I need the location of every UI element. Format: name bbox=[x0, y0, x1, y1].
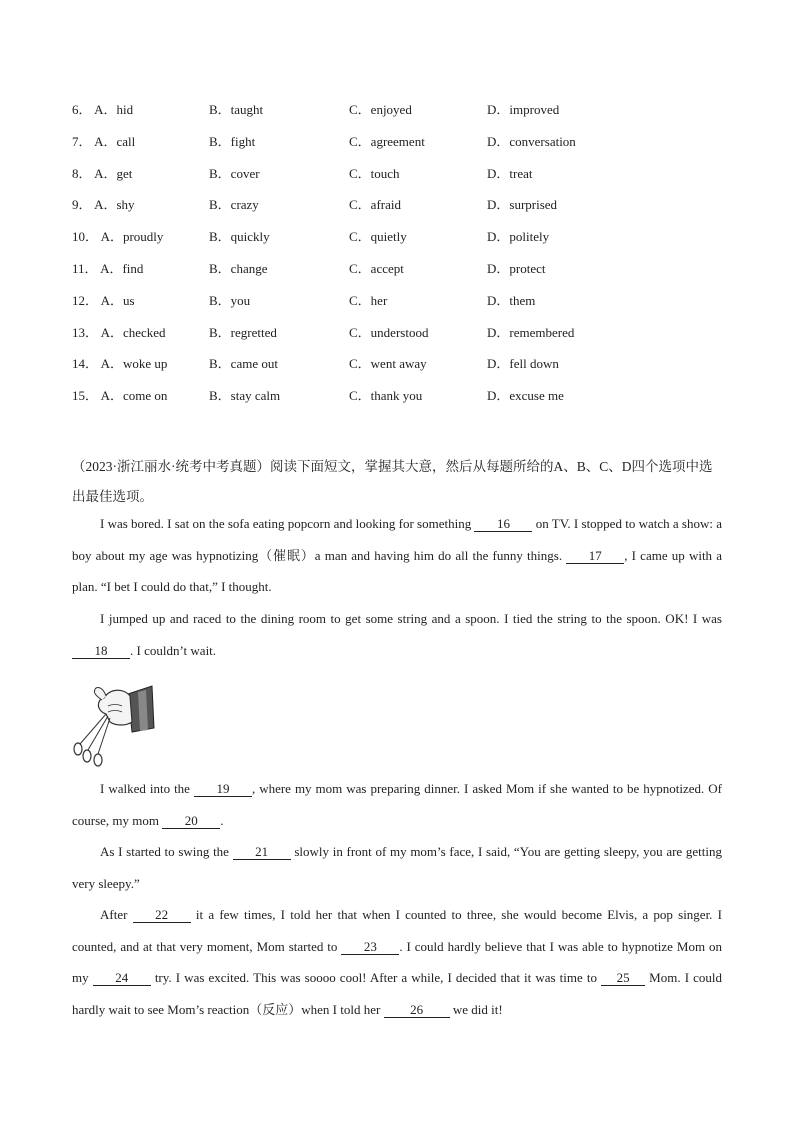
blank-19: 19 bbox=[194, 782, 252, 797]
option-d: D．improved bbox=[487, 102, 560, 117]
passage-paragraph-2: I jumped up and raced to the dining room to get some string and a spoon. I tied the string to the spoon. OK! I was 18 . I couldn’t wait. bbox=[72, 603, 722, 666]
answer-options bbox=[72, 101, 712, 419]
option-d: D．surprised bbox=[487, 197, 558, 213]
option-b: B．stay calm bbox=[209, 388, 281, 404]
option-d: D．remembered bbox=[487, 324, 575, 340]
option-c: C．afraid bbox=[349, 197, 401, 213]
option-a: 12． A．us bbox=[72, 292, 135, 308]
blank-24: 24 bbox=[93, 971, 151, 986]
option-b: B．cover bbox=[209, 165, 260, 181]
option-c: C．enjoyed bbox=[349, 102, 412, 117]
option-a: 14． A．woke up bbox=[72, 356, 168, 372]
option-d: D．fell down bbox=[487, 356, 559, 372]
question-row bbox=[72, 228, 712, 260]
option-c: C．went away bbox=[349, 356, 427, 372]
question-row bbox=[72, 101, 712, 133]
blank-21: 21 bbox=[233, 845, 291, 860]
question-row bbox=[72, 196, 712, 228]
option-a: 9． A．shy bbox=[72, 197, 135, 213]
option-a: 7． A．call bbox=[72, 133, 136, 149]
question-row bbox=[72, 165, 712, 197]
option-b: B．change bbox=[209, 260, 268, 276]
option-c: C．quietly bbox=[349, 229, 407, 245]
option-b: B．came out bbox=[209, 356, 278, 372]
blank-26: 26 bbox=[384, 1003, 450, 1018]
question-row bbox=[72, 324, 712, 356]
blank-16: 16 bbox=[474, 517, 532, 532]
question-row bbox=[72, 355, 712, 387]
question-row bbox=[72, 292, 712, 324]
option-a: 8． A．get bbox=[72, 165, 133, 181]
blank-17: 17 bbox=[566, 549, 624, 564]
passage-instructions: （2023·浙江丽水·统考中考真题）阅读下面短文，掌握其大意，然后从每题所给的A、B、C、D四个选项中选出最佳选项。 bbox=[72, 459, 713, 504]
passage-paragraph-1: I was bored. I sat on the sofa eating popcorn and looking for something 16 on TV. I stopped to watch a show: a boy about my age was hypnotizing（催眠）a man and having him do all the funny things. 17 , I came up with a plan. “I bet I could do that,” I thought. bbox=[72, 516, 722, 595]
option-a: 13． A．checked bbox=[72, 324, 166, 340]
option-c: C．thank you bbox=[349, 388, 423, 404]
option-a: 10． A．proudly bbox=[72, 229, 164, 245]
option-b: B．crazy bbox=[209, 197, 259, 213]
passage-paragraph-5: After 22 it a few times, I told her that when I counted to three, she would become Elvis, a pop singer. I counted, and at that very moment, Mom started to 23 . I could hardly believe that I was able to hypnotize Mom on my 24 try. I was excited. This was soooo cool! After a while, I decided that it was time to 25 Mom. I could hardly wait to see Mom’s reaction（反应）when I told her 26 we did it! bbox=[72, 907, 722, 1018]
option-b: B．taught bbox=[209, 102, 264, 117]
option-d: D．politely bbox=[487, 229, 550, 245]
option-b: B．quickly bbox=[209, 229, 270, 245]
hand-swinging-spoons-illustration bbox=[66, 676, 158, 768]
option-c: C．touch bbox=[349, 165, 400, 181]
option-a: 11． A．find bbox=[72, 260, 144, 276]
option-d: D．protect bbox=[487, 260, 546, 276]
question-row bbox=[72, 133, 712, 165]
option-c: C．understood bbox=[349, 324, 429, 340]
question-row bbox=[72, 260, 712, 292]
option-d: D．treat bbox=[487, 165, 533, 181]
option-b: B．regretted bbox=[209, 324, 277, 340]
option-c: C．accept bbox=[349, 260, 404, 276]
question-row bbox=[72, 387, 712, 419]
blank-25: 25 bbox=[601, 971, 645, 986]
option-a: 6． A．hid bbox=[72, 102, 134, 117]
option-d: D．conversation bbox=[487, 133, 576, 149]
option-b: B．you bbox=[209, 292, 251, 308]
blank-20: 20 bbox=[162, 814, 220, 829]
option-b: B．fight bbox=[209, 133, 256, 149]
passage-paragraph-4: As I started to swing the 21 slowly in front of my mom’s face, I said, “You are getting sleepy, you are getting very sleepy.” bbox=[72, 844, 722, 891]
option-c: C．agreement bbox=[349, 133, 425, 149]
passage-paragraph-3: I walked into the 19 , where my mom was preparing dinner. I asked Mom if she wanted to be hypnotized. Of course, my mom 20 . bbox=[72, 781, 722, 828]
blank-22: 22 bbox=[133, 908, 191, 923]
blank-18: 18 bbox=[72, 644, 130, 659]
blank-23: 23 bbox=[341, 940, 399, 955]
option-d: D．them bbox=[487, 292, 536, 308]
option-d: D．excuse me bbox=[487, 388, 564, 404]
option-c: C．her bbox=[349, 292, 388, 308]
option-a: 15． A．come on bbox=[72, 388, 168, 404]
